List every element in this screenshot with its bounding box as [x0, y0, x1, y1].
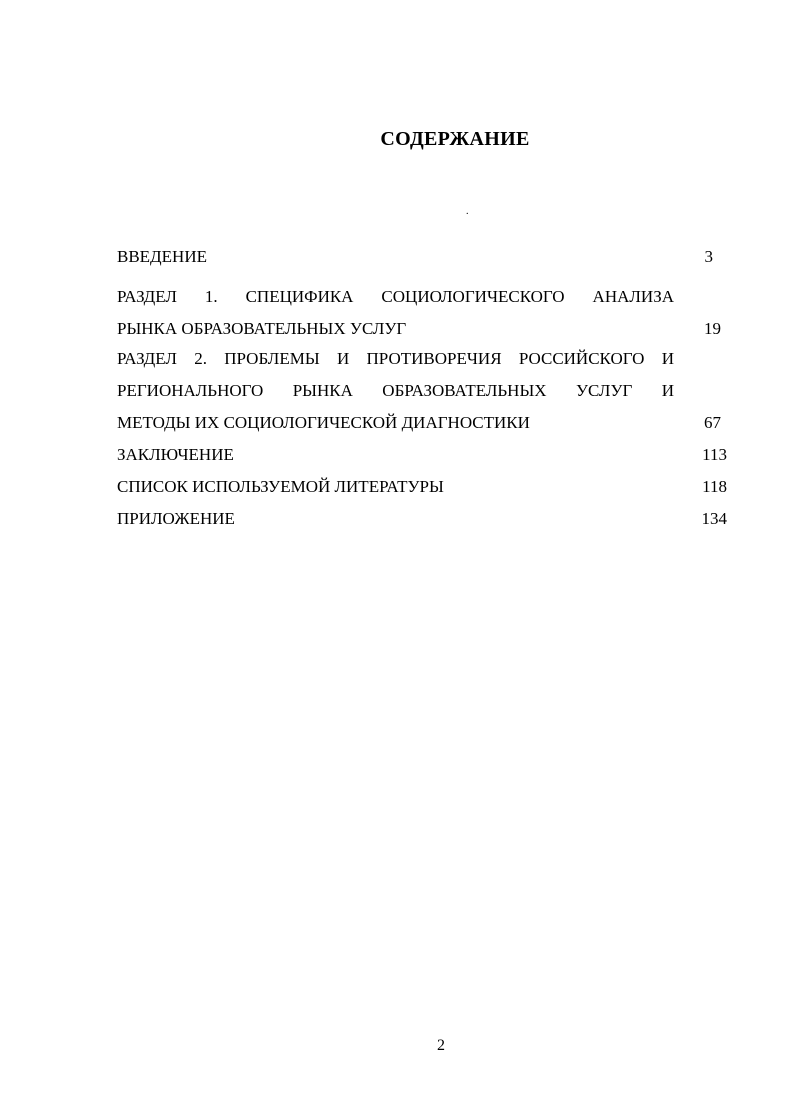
toc-entry-section-2-line-2[interactable]: РЕГИОНАЛЬНОГО РЫНКА ОБРАЗОВАТЕЛЬНЫХ УСЛУГ И — [117, 381, 674, 400]
stray-dot: . — [466, 206, 469, 217]
toc-entry-bibliography[interactable]: СПИСОК ИСПОЛЬЗУЕМОЙ ЛИТЕРАТУРЫ — [117, 477, 444, 496]
toc-entry-section-2-line-1[interactable]: РАЗДЕЛ 2. ПРОБЛЕМЫ И ПРОТИВОРЕЧИЯ РОССИЙСКОГО И — [117, 349, 674, 368]
toc-entry-appendix[interactable]: ПРИЛОЖЕНИЕ — [117, 509, 235, 528]
toc-entry-section-2-line-3[interactable]: МЕТОДЫ ИХ СОЦИОЛОГИЧЕСКОЙ ДИАГНОСТИКИ — [117, 413, 530, 432]
page-number: 2 — [437, 1037, 445, 1054]
toc-page-introduction: 3 — [704, 247, 713, 266]
page-title: СОДЕРЖАНИЕ — [380, 128, 530, 150]
toc-page-section-1: 19 — [704, 319, 721, 338]
toc-entry-conclusion[interactable]: ЗАКЛЮЧЕНИЕ — [117, 445, 234, 464]
toc-entry-section-1-line-2[interactable]: РЫНКА ОБРАЗОВАТЕЛЬНЫХ УСЛУГ — [117, 319, 407, 338]
toc-page-conclusion: 113 — [702, 445, 727, 464]
toc-entry-section-1-line-1[interactable]: РАЗДЕЛ 1. СПЕЦИФИКА СОЦИОЛОГИЧЕСКОГО АНАЛИЗА — [117, 287, 674, 306]
toc-page-appendix: 134 — [701, 509, 727, 528]
toc-entry-introduction[interactable]: ВВЕДЕНИЕ — [117, 247, 207, 266]
toc-page-bibliography: 118 — [702, 477, 727, 496]
toc-page-section-2: 67 — [704, 413, 721, 432]
